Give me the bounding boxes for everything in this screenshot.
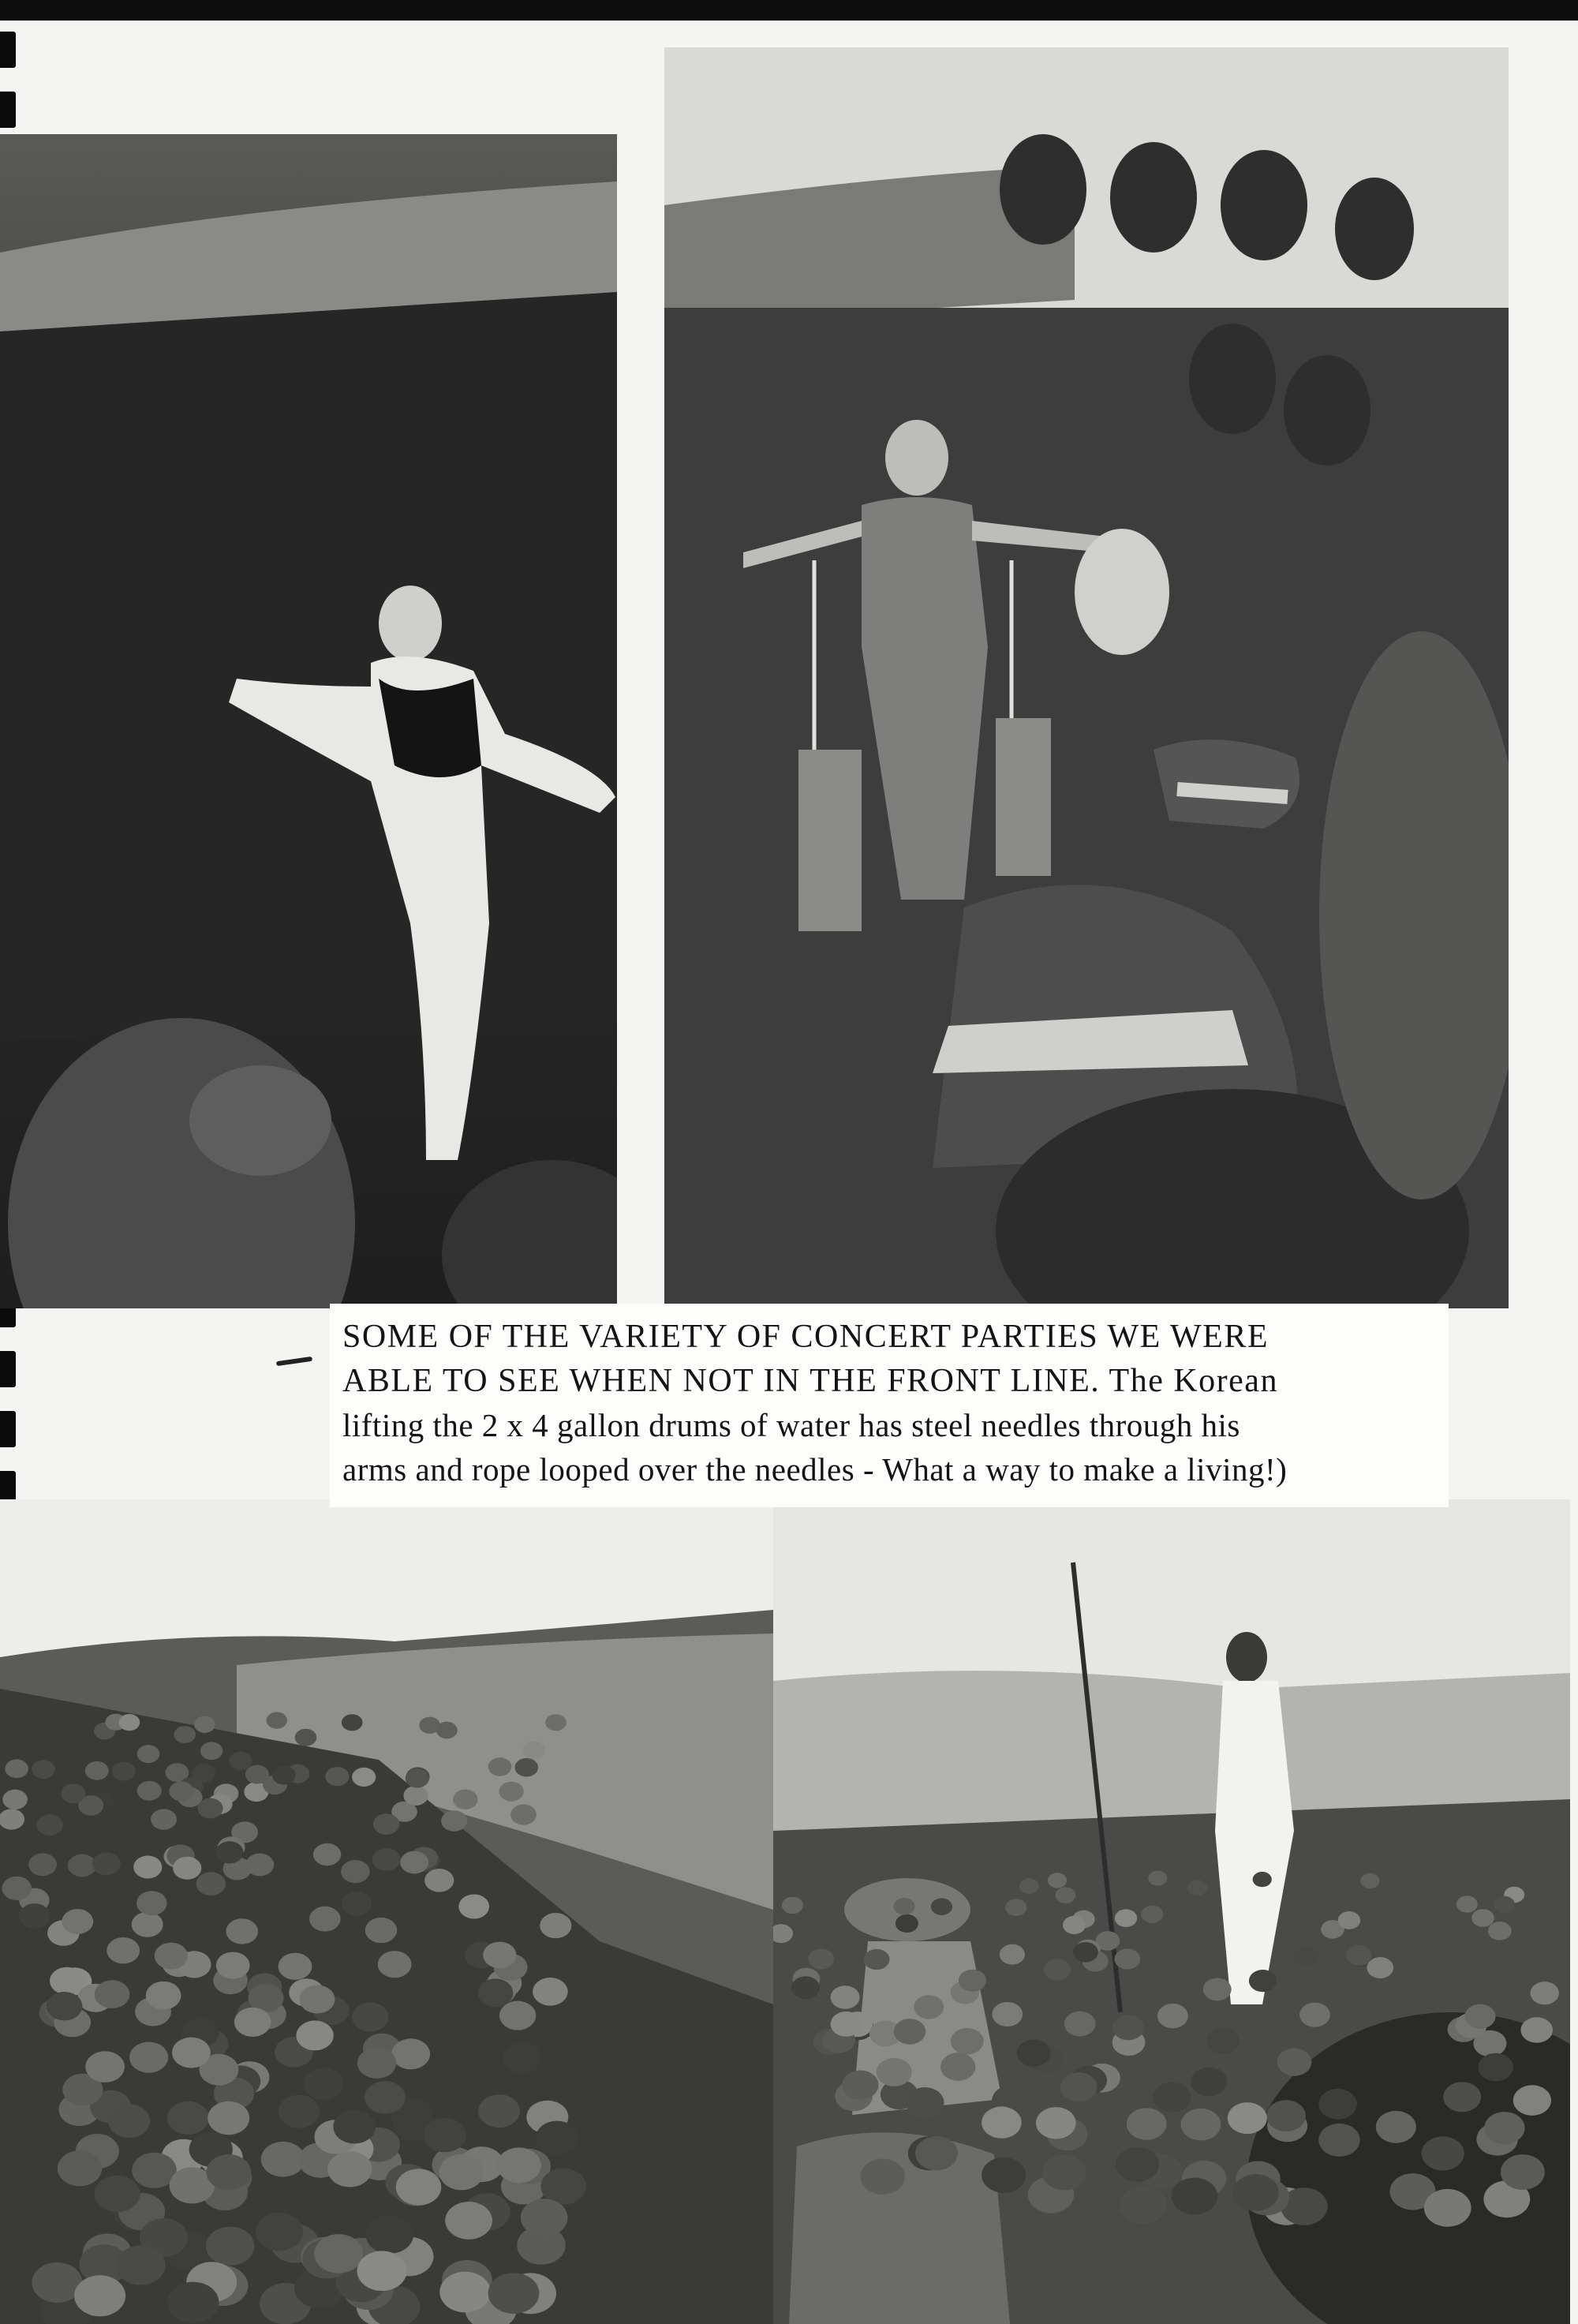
crowd-head bbox=[200, 1742, 222, 1760]
crowd-head bbox=[365, 2215, 413, 2254]
crowd-head bbox=[279, 2095, 320, 2128]
crowd-head bbox=[197, 1798, 222, 1819]
crowd-head bbox=[108, 2104, 150, 2138]
crowd-head bbox=[1000, 1944, 1025, 1965]
crowd-head bbox=[173, 1857, 201, 1880]
crowd-head bbox=[365, 1918, 397, 1943]
crowd-head bbox=[174, 1726, 196, 1743]
crowd-head bbox=[1422, 2136, 1464, 2170]
crowd-head bbox=[169, 1781, 193, 1801]
crowd-head bbox=[831, 1985, 860, 2009]
crowd-head bbox=[1478, 2053, 1513, 2082]
crowd-head bbox=[137, 1781, 162, 1801]
crowd-head bbox=[940, 2053, 975, 2081]
crowd-head bbox=[403, 1786, 428, 1806]
photo-strongman-image bbox=[664, 47, 1509, 1308]
crowd-head bbox=[373, 1813, 399, 1835]
crowd-head bbox=[406, 1768, 429, 1787]
crowd-head bbox=[1367, 1957, 1393, 1978]
crowd-head bbox=[877, 2058, 912, 2086]
crowd-head bbox=[1253, 1872, 1272, 1887]
crowd-head bbox=[499, 2001, 536, 2030]
crowd-head bbox=[896, 1914, 918, 1933]
crowd-head bbox=[1042, 2155, 1086, 2191]
crowd-head bbox=[1471, 1909, 1494, 1927]
caption-line-1: SOME OF THE VARIETY OF CONCERT PARTIES WE WERE bbox=[342, 1319, 1269, 1355]
crowd-head bbox=[132, 1912, 163, 1937]
crowd-head bbox=[478, 2094, 520, 2128]
crowd-head bbox=[1073, 1942, 1098, 1963]
crowd-head bbox=[453, 1790, 478, 1809]
page-top-edge bbox=[0, 0, 1578, 21]
crowd-head bbox=[1064, 2012, 1096, 2037]
crowd-head bbox=[313, 1843, 341, 1866]
crowd-head bbox=[1127, 2108, 1167, 2140]
crowd-head bbox=[309, 1907, 341, 1932]
binding-hole bbox=[0, 92, 16, 128]
crowd-head bbox=[207, 2154, 252, 2190]
crowd-head bbox=[1277, 2049, 1311, 2076]
caption-line-3: lifting the 2 x 4 gallon drums of water has steel needles through his bbox=[342, 1407, 1240, 1443]
crowd-head bbox=[906, 2087, 944, 2118]
crowd-head bbox=[483, 1942, 516, 1969]
crowd-head bbox=[1228, 2102, 1267, 2134]
crowd-head bbox=[861, 2159, 905, 2195]
crowd-head bbox=[68, 1854, 96, 1877]
crowd-head bbox=[1017, 2039, 1051, 2066]
crowd-head bbox=[58, 2150, 102, 2186]
crowd-head bbox=[1484, 2112, 1524, 2144]
crowd-head bbox=[510, 1804, 537, 1824]
crowd-head bbox=[333, 2110, 376, 2144]
crowd-head bbox=[1299, 2003, 1330, 2027]
crowd-head bbox=[272, 1766, 296, 1785]
crowd-head bbox=[95, 2176, 140, 2212]
crowd-head bbox=[32, 1760, 55, 1779]
crowd-head bbox=[1465, 2004, 1496, 2029]
crowd-head bbox=[982, 2106, 1022, 2138]
crowd-head bbox=[304, 2068, 344, 2100]
crowd-head bbox=[1318, 2124, 1359, 2157]
crowd-head bbox=[521, 2199, 568, 2236]
crowd-head bbox=[396, 2169, 442, 2205]
crowd-head bbox=[196, 1872, 226, 1896]
crowd-head bbox=[1148, 1871, 1167, 1886]
crowd-head bbox=[61, 1783, 85, 1803]
crowd-head bbox=[295, 1729, 317, 1746]
crowd-head bbox=[931, 1898, 952, 1915]
crowd-head bbox=[436, 1722, 458, 1739]
crowd-head bbox=[540, 1913, 571, 1938]
crowd-head bbox=[1513, 2085, 1551, 2116]
crowd-head bbox=[1494, 1896, 1515, 1913]
photo-dancer-image bbox=[0, 134, 617, 1308]
crowd-head bbox=[842, 2071, 878, 2100]
crowd-head bbox=[951, 2028, 984, 2054]
crowd-head bbox=[314, 2234, 363, 2273]
crowd-head bbox=[522, 1741, 544, 1759]
crowd-head bbox=[499, 1782, 524, 1802]
crowd-head bbox=[167, 2282, 219, 2323]
crowd-head bbox=[378, 1951, 412, 1978]
crowd-head bbox=[478, 1978, 514, 2007]
crowd-head bbox=[234, 2008, 271, 2037]
photo-caption bbox=[330, 1304, 1449, 1507]
binding-hole bbox=[0, 32, 16, 68]
photo-strongman bbox=[664, 47, 1509, 1308]
crowd-head bbox=[245, 1765, 269, 1784]
crowd-head bbox=[341, 1860, 370, 1883]
crowd-head bbox=[1249, 1970, 1277, 1992]
crowd-head bbox=[296, 2020, 333, 2050]
crowd-head bbox=[424, 1869, 454, 1892]
crowd-head bbox=[1206, 2027, 1240, 2053]
crowd-head bbox=[267, 1712, 287, 1729]
crowd-head bbox=[1115, 1909, 1137, 1927]
crowd-head bbox=[1036, 2107, 1076, 2139]
crowd-head bbox=[1141, 1906, 1163, 1923]
crowd-head bbox=[791, 1976, 820, 1999]
crowd-head bbox=[47, 1992, 83, 2020]
crowd-head bbox=[85, 2051, 125, 2083]
crowd-head bbox=[1293, 1946, 1318, 1967]
crowd-head bbox=[216, 1952, 250, 1979]
crowd-head bbox=[342, 1714, 363, 1731]
crowd-head bbox=[279, 1953, 312, 1980]
crowd-head bbox=[1154, 2083, 1191, 2113]
crowd-head bbox=[894, 2019, 926, 2045]
photo-stage-performer bbox=[773, 1499, 1570, 2324]
crowd-head bbox=[2, 1877, 32, 1900]
crowd-head bbox=[1191, 2068, 1227, 2097]
crowd-head bbox=[92, 1853, 121, 1876]
crowd-head bbox=[2, 1790, 28, 1809]
crowd-head bbox=[1150, 2050, 1184, 2078]
crowd-head bbox=[488, 2273, 540, 2314]
crowd-head bbox=[1520, 2017, 1553, 2042]
photo-dancer bbox=[0, 134, 617, 1308]
crowd-head bbox=[342, 1892, 372, 1916]
crowd-head bbox=[488, 1757, 512, 1776]
crowd-head bbox=[19, 1903, 50, 1929]
photo-hillside-crowd-image bbox=[0, 1499, 773, 2324]
crowd-head bbox=[325, 1767, 349, 1786]
crowd-head bbox=[95, 1980, 130, 2008]
crowd-head bbox=[85, 1761, 109, 1780]
crowd-head bbox=[256, 2213, 304, 2251]
crowd-head bbox=[1019, 1878, 1039, 1894]
crowd-head bbox=[533, 1978, 568, 2006]
crowd-head bbox=[36, 1814, 62, 1836]
crowd-head bbox=[1531, 1982, 1559, 2004]
crowd-head bbox=[151, 1809, 177, 1829]
crowd-head bbox=[536, 2121, 578, 2155]
crowd-head bbox=[439, 2272, 491, 2313]
photo-stage-performer-image bbox=[773, 1499, 1570, 2324]
crowd-head bbox=[112, 1762, 136, 1781]
crowd-head bbox=[445, 2202, 492, 2240]
crowd-head bbox=[133, 1856, 162, 1879]
crowd-head bbox=[1115, 1948, 1141, 1969]
crowd-head bbox=[300, 1985, 335, 2014]
crowd-head bbox=[1157, 2004, 1188, 2028]
crowd-head bbox=[1203, 1978, 1232, 2001]
crowd-head bbox=[327, 2151, 372, 2187]
crowd-head bbox=[1116, 2147, 1159, 2182]
crowd-head bbox=[831, 2012, 862, 2037]
crowd-head bbox=[357, 2048, 396, 2079]
crowd-head bbox=[62, 1909, 93, 1934]
crowd-head bbox=[1120, 2186, 1166, 2224]
crowd-head bbox=[1456, 1896, 1478, 1912]
crowd-head bbox=[515, 1758, 539, 1777]
crowd-head bbox=[1443, 2082, 1481, 2112]
crowd-head bbox=[208, 2101, 249, 2135]
crowd-head bbox=[352, 2003, 388, 2032]
crowd-head bbox=[155, 1943, 188, 1970]
crowd-head bbox=[1233, 2174, 1279, 2211]
crowd-head bbox=[119, 1714, 140, 1731]
crowd-head bbox=[959, 1970, 986, 1992]
crowd-head bbox=[915, 2136, 958, 2170]
pen-mark bbox=[276, 1357, 312, 1366]
crowd-head bbox=[229, 1752, 252, 1770]
crowd-head bbox=[372, 1848, 401, 1871]
crowd-head bbox=[74, 2275, 125, 2316]
photo-hillside-crowd bbox=[0, 1499, 773, 2324]
crowd-head bbox=[1266, 2100, 1306, 2131]
crowd-head bbox=[1172, 2178, 1218, 2215]
crowd-head bbox=[1376, 2111, 1416, 2143]
crowd-head bbox=[1424, 2189, 1471, 2227]
crowd-head bbox=[1048, 1873, 1067, 1888]
crowd-head bbox=[1112, 2015, 1144, 2040]
crowd-head bbox=[400, 1851, 428, 1874]
binding-hole bbox=[0, 1411, 16, 1447]
crowd-head bbox=[226, 1918, 258, 1944]
crowd-head bbox=[137, 1745, 160, 1763]
crowd-head bbox=[129, 2042, 168, 2073]
crowd-head bbox=[352, 1768, 376, 1787]
crowd-head bbox=[864, 1949, 890, 1970]
crowd-head bbox=[894, 1898, 915, 1915]
crowd-head bbox=[819, 1897, 840, 1914]
binding-hole bbox=[0, 1351, 16, 1387]
crowd-head bbox=[206, 2227, 255, 2266]
crowd-head bbox=[503, 2042, 541, 2073]
caption-line-4: arms and rope looped over the needles - What a way to make a living!) bbox=[342, 1451, 1288, 1488]
crowd-head bbox=[1346, 1945, 1371, 1966]
crowd-head bbox=[1063, 1916, 1086, 1934]
crowd-head bbox=[194, 1716, 215, 1733]
crowd-head bbox=[107, 1937, 140, 1963]
crowd-head bbox=[1181, 2109, 1221, 2141]
crowd-head bbox=[391, 2038, 430, 2069]
crowd-head bbox=[136, 1891, 167, 1915]
crowd-head bbox=[172, 2038, 211, 2068]
crowd-head bbox=[50, 1967, 84, 1995]
crowd-head bbox=[914, 1995, 944, 2019]
crowd-head bbox=[439, 2154, 484, 2190]
crowd-head bbox=[441, 1810, 467, 1832]
crowd-head bbox=[497, 2147, 541, 2183]
crowd-head bbox=[28, 1853, 57, 1876]
crowd-head bbox=[458, 1895, 489, 1919]
crowd-head bbox=[545, 1714, 567, 1731]
crowd-head bbox=[424, 2118, 466, 2152]
crowd-head bbox=[146, 1982, 181, 2010]
crowd-head bbox=[5, 1759, 28, 1778]
crowd-head bbox=[1360, 1873, 1379, 1888]
crowd-head bbox=[1488, 1922, 1512, 1940]
crowd-head bbox=[808, 1948, 834, 1969]
crowd-head bbox=[357, 2251, 407, 2291]
crowd-head bbox=[1338, 1911, 1361, 1929]
crowd-head bbox=[116, 2245, 166, 2285]
crowd-head bbox=[167, 2101, 209, 2135]
crowd-head bbox=[992, 2002, 1023, 2026]
caption-line-2: ABLE TO SEE WHEN NOT IN THE FRONT LINE. The Korean bbox=[342, 1363, 1278, 1399]
crowd-head bbox=[1056, 1887, 1076, 1903]
crowd-head bbox=[782, 1897, 803, 1914]
crowd-head bbox=[1318, 2089, 1357, 2120]
crowd-head bbox=[982, 2157, 1026, 2193]
crowd-head bbox=[1187, 1880, 1207, 1896]
crowd-head bbox=[365, 2081, 406, 2113]
crowd-head bbox=[1501, 2154, 1545, 2190]
crowd-head bbox=[1005, 1899, 1026, 1916]
crowd-head bbox=[215, 1841, 243, 1863]
crowd-head bbox=[1044, 1959, 1071, 1980]
crowd-head bbox=[1060, 2072, 1097, 2101]
